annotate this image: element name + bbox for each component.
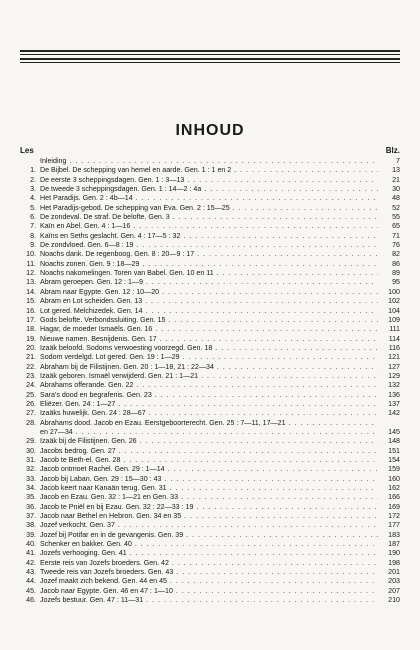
lesson-number: 23.	[26, 371, 36, 380]
page-number: 111	[389, 325, 400, 334]
toc-row	[20, 185, 400, 194]
toc-row	[20, 437, 400, 446]
lesson-number: 6.	[30, 213, 36, 222]
lesson-title: Eliëzer. Gen. 24 : 1—27 . . .	[40, 400, 378, 409]
lesson-title: Inleiding . . .	[40, 157, 378, 166]
lesson-title: Jacob ontmoet Rachel. Gen. 29 : 1—14 . . .	[40, 465, 378, 474]
page-number: 177	[388, 521, 400, 530]
page-number: 154	[388, 456, 400, 464]
toc-row	[20, 521, 400, 530]
lesson-title: Jacobs bedrog. Gen. 27 . . .	[40, 447, 378, 456]
toc-row	[20, 157, 400, 166]
page-number: 65	[392, 222, 400, 231]
lesson-title: Izaäks huwelijk. Gen. 24 : 28—67 . . .	[40, 409, 378, 418]
lesson-title: Het Paradijs. Gen. 2 : 4b—14 . . .	[40, 194, 378, 203]
lesson-number: 20.	[26, 343, 36, 352]
toc-row	[20, 465, 400, 474]
lesson-title: Abraham bij de Filistijnen. Gen. 20 : 1—18, 21 : 22—34 . . .	[40, 363, 378, 372]
page-number: 151	[388, 446, 400, 455]
toc-row	[20, 222, 400, 231]
toc-row	[20, 297, 400, 306]
lesson-number: 12.	[26, 269, 36, 278]
lesson-number: 37.	[26, 512, 36, 521]
top-rule	[20, 54, 400, 55]
lesson-number: 28.	[26, 418, 36, 427]
lesson-number: 10.	[26, 250, 36, 259]
lesson-number: 19.	[26, 334, 36, 343]
page-number: 159	[388, 465, 400, 474]
page-number: 52	[392, 203, 400, 212]
toc-row	[20, 381, 400, 390]
lesson-title: Kaïn en Abel. Gen. 4 : 1—16 . . .	[40, 222, 378, 231]
page-number: 82	[392, 250, 400, 259]
lesson-number: 41.	[26, 549, 36, 558]
page-number: 142	[388, 409, 400, 418]
lesson-number: 31.	[26, 456, 36, 464]
lesson-title: Lot gered. Melchizedek. Gen. 14 . . .	[40, 307, 378, 316]
lesson-number: 5.	[30, 203, 36, 212]
toc-row	[20, 213, 400, 222]
lesson-title: Izaäk beloofd. Sodoms verwoesting voorzegd. Gen. 18 . . .	[40, 344, 378, 353]
lesson-number: 39.	[26, 530, 36, 539]
page-number: 145	[388, 427, 400, 436]
lesson-title: Schenker en bakker. Gen. 40 . . .	[40, 540, 378, 549]
page-number: 102	[388, 297, 400, 306]
lesson-number: 26.	[26, 399, 36, 408]
page-number: 55	[392, 213, 400, 222]
toc-row	[20, 577, 400, 586]
lesson-number: 21.	[26, 353, 36, 362]
lesson-title: De zondvloed. Gen. 6—8 : 19 . . .	[40, 241, 378, 250]
lesson-number: 11.	[26, 259, 36, 268]
page-number: 127	[388, 362, 400, 371]
lesson-number: 25.	[26, 390, 36, 399]
page-number: 183	[388, 530, 400, 539]
toc-row	[20, 250, 400, 259]
lesson-number: 8.	[30, 231, 36, 240]
page-number: 207	[388, 586, 400, 595]
toc-row	[20, 166, 400, 175]
lesson-title: Abrahams dood. Jacob en Ezau. Eerstgeboorterecht. Gen. 25 : 7—11, 17—21 . . .	[40, 419, 378, 428]
toc-row	[20, 400, 400, 409]
toc-row	[20, 484, 400, 493]
lesson-number: 27.	[26, 409, 36, 418]
lesson-title: Jacob te Beth-el. Gen. 28 . . .	[40, 456, 378, 465]
lesson-number: 44.	[26, 577, 36, 586]
page-number: 76	[392, 241, 400, 250]
page-number: 132	[388, 381, 400, 390]
toc-row	[20, 587, 400, 596]
toc-row	[20, 344, 400, 353]
toc-row	[20, 260, 400, 269]
lesson-number: 43.	[26, 568, 36, 577]
page-number: 198	[388, 558, 400, 567]
lesson-title: en 27—34 . . .	[40, 428, 378, 437]
toc-row	[20, 335, 400, 344]
toc-row	[20, 512, 400, 521]
toc-row	[20, 363, 400, 372]
lesson-number: 14.	[26, 287, 36, 296]
toc-row	[20, 409, 400, 418]
lesson-title: Abram en Lot scheiden. Gen. 13 . . .	[40, 297, 378, 306]
toc-row	[20, 288, 400, 297]
page-number: 169	[388, 502, 400, 511]
lesson-number: 16.	[26, 306, 36, 315]
lesson-title: Abrahams offerande. Gen. 22 . . .	[40, 381, 378, 390]
lesson-title: Eerste reis van Jozefs broeders. Gen. 42 . . .	[40, 559, 378, 568]
lesson-number: 1.	[30, 166, 36, 175]
toc-row	[20, 278, 400, 287]
top-rule	[20, 62, 400, 63]
lesson-title: Noachs nakomelingen. Toren van Babel. Gen. 10 en 11 . . .	[40, 269, 378, 278]
lesson-title: Noachs zonen. Gen. 9 : 18—29 . . .	[40, 260, 378, 269]
lesson-number: 2.	[30, 175, 36, 184]
lesson-number: 40.	[26, 540, 36, 549]
lesson-title: Jozef bij Potifar en in de gevangenis. Gen. 39 . . .	[40, 531, 378, 540]
toc-row	[20, 194, 400, 203]
toc-row	[20, 456, 400, 465]
lesson-title: Jacob naar Egypte. Gen. 46 en 47 : 1—10 . . .	[40, 587, 378, 596]
page-title: INHOUD	[175, 122, 245, 139]
page-number: 210	[388, 596, 400, 605]
toc-row	[20, 549, 400, 558]
lesson-number: 33.	[26, 474, 36, 483]
page-number: 116	[388, 343, 400, 352]
lesson-title: De eerste 3 scheppingsdagen. Gen. 1 : 3—13 . . .	[40, 176, 378, 185]
lesson-number: 45.	[26, 586, 36, 595]
lesson-title: De Bijbel. De schepping van hemel en aarde. Gen. 1 : 1 en 2 . . .	[40, 166, 378, 175]
page-number: 71	[392, 231, 400, 240]
lesson-title: Jacob bij Laban. Gen. 29 : 15—30 : 43 . . .	[40, 475, 378, 484]
lesson-title: Jacob naar Bethel en Hebron. Gen. 34 en 35 . . .	[40, 512, 378, 521]
lesson-title: Sara's dood en begrafenis. Gen. 23 . . .	[40, 391, 378, 400]
page-number: 13	[392, 166, 400, 175]
lesson-number: 18.	[26, 325, 36, 334]
lesson-column-label: Les	[20, 146, 34, 155]
top-rule	[20, 58, 400, 60]
toc-row	[20, 232, 400, 241]
toc-row	[20, 428, 400, 437]
lesson-number: 38.	[26, 521, 36, 530]
lesson-number: 29.	[26, 437, 36, 446]
page-number: 166	[388, 493, 400, 502]
page-number: 109	[388, 315, 400, 324]
page-number: 172	[388, 512, 400, 521]
page-number: 160	[388, 474, 400, 483]
toc-row	[20, 204, 400, 213]
lesson-title: Noachs dank. De regenboog. Gen. 8 : 20—9 : 17 . . .	[40, 250, 378, 259]
lesson-number: 35.	[26, 493, 36, 502]
toc-row	[20, 176, 400, 185]
lesson-title: De tweede 3 scheppingsdagen. Gen. 1 : 14—2 : 4a . . .	[40, 185, 378, 194]
lesson-number: 30.	[26, 446, 36, 455]
lesson-number: 36.	[26, 502, 36, 511]
toc-row	[20, 372, 400, 381]
lesson-title: Jacob keert naar Kanaän terug. Gen. 31 . . .	[40, 484, 378, 493]
lesson-number: 15.	[26, 297, 36, 306]
page-number: 100	[388, 287, 400, 296]
top-rule	[20, 50, 400, 52]
lesson-title: Abram geroepen. Gen. 12 : 1—9 . . .	[40, 278, 378, 287]
toc-row	[20, 540, 400, 549]
page-number: 137	[388, 399, 400, 408]
toc-row	[20, 269, 400, 278]
toc-row	[20, 568, 400, 577]
page-number: 190	[388, 549, 400, 558]
toc-row	[20, 493, 400, 502]
page-number: 95	[392, 278, 400, 287]
page-number: 7	[396, 157, 400, 165]
lesson-title: Jozef verkocht. Gen. 37 . . .	[40, 521, 378, 530]
toc-row	[20, 503, 400, 512]
page-number: 86	[392, 259, 400, 268]
lesson-title: Jacob te Pniël en bij Ezau. Gen. 32 : 22—33 : 19 . . .	[40, 503, 378, 512]
lesson-title: Het Paradijs-gebod. De schepping van Eva. Gen. 2 : 15—25 . . .	[40, 204, 378, 213]
lesson-title: Izaäk bij de Filistijnen. Gen. 26 . . .	[40, 437, 378, 446]
page-number: 114	[388, 334, 400, 343]
toc-row	[20, 325, 400, 334]
page-number: 136	[388, 390, 400, 399]
toc-row	[20, 241, 400, 250]
page-number: 21	[392, 175, 400, 184]
page-number: 48	[392, 194, 400, 203]
lesson-title: Jacob en Ezau. Gen. 32 : 1—21 en Gen. 33 . . .	[40, 493, 378, 502]
lesson-number: 22.	[26, 362, 36, 371]
lesson-title: Jozefs bestuur. Gen. 47 : 11—31 . . .	[40, 596, 378, 605]
page-number: 148	[388, 437, 400, 446]
lesson-title: Izaäk geboren. Ismaël verwijderd. Gen. 21 : 1—21 . . .	[40, 372, 378, 381]
lesson-number: 3.	[30, 185, 36, 194]
lesson-number: 13.	[26, 278, 36, 287]
toc-row	[20, 307, 400, 316]
toc-row	[20, 316, 400, 325]
page-number: 201	[388, 568, 400, 577]
lesson-title: Hagar, de moeder Ismaëls. Gen. 16 . . .	[40, 325, 378, 334]
page-number: 89	[392, 269, 400, 278]
toc-row	[20, 391, 400, 400]
page-number: 162	[388, 484, 400, 493]
lesson-title: Jozef maakt zich bekend. Gen. 44 en 45 . . .	[40, 577, 378, 586]
table-of-contents	[20, 157, 400, 606]
lesson-title: Jozefs verhooging. Gen. 41 . . .	[40, 549, 378, 558]
page-number: 104	[388, 306, 400, 315]
toc-row	[20, 475, 400, 484]
toc-row	[20, 419, 400, 428]
lesson-title: Tweede reis van Jozefs broeders. Gen. 43 . . .	[40, 568, 378, 577]
page-number: 30	[392, 185, 400, 194]
toc-row	[20, 596, 400, 605]
toc-row	[20, 559, 400, 568]
toc-row	[20, 447, 400, 456]
lesson-title: Kaïns en Seths geslacht. Gen. 4 : 17—5 : 32 . . .	[40, 232, 378, 241]
lesson-number: 34.	[26, 484, 36, 493]
page-number: 187	[388, 540, 400, 549]
lesson-number: 17.	[26, 315, 36, 324]
lesson-title: Sodom verdelgd. Lot gered. Gen. 19 : 1—29 . . .	[40, 353, 378, 362]
page-number: 203	[388, 577, 400, 586]
lesson-title: Nieuwe namen. Besnijdenis. Gen. 17 . . .	[40, 335, 378, 344]
lesson-number: 24.	[26, 381, 36, 390]
page-number: 129	[388, 371, 400, 380]
lesson-title: De zondeval. De straf. De belofte. Gen. 3 . . .	[40, 213, 378, 222]
lesson-number: 42.	[26, 558, 36, 567]
lesson-number: 9.	[30, 241, 36, 250]
lesson-number: 4.	[30, 194, 36, 203]
lesson-title: Abram naar Egypte. Gen. 12 : 10—20 . . .	[40, 288, 378, 297]
toc-row	[20, 353, 400, 362]
page-number: 121	[388, 353, 400, 362]
page-column-label: Blz.	[385, 146, 400, 155]
toc-row	[20, 531, 400, 540]
lesson-title: Gods belofte. Verbondssluiting. Gen. 15 . . .	[40, 316, 378, 325]
lesson-number: 7.	[30, 222, 36, 231]
lesson-number: 32.	[26, 465, 36, 474]
lesson-number: 46.	[26, 596, 36, 605]
